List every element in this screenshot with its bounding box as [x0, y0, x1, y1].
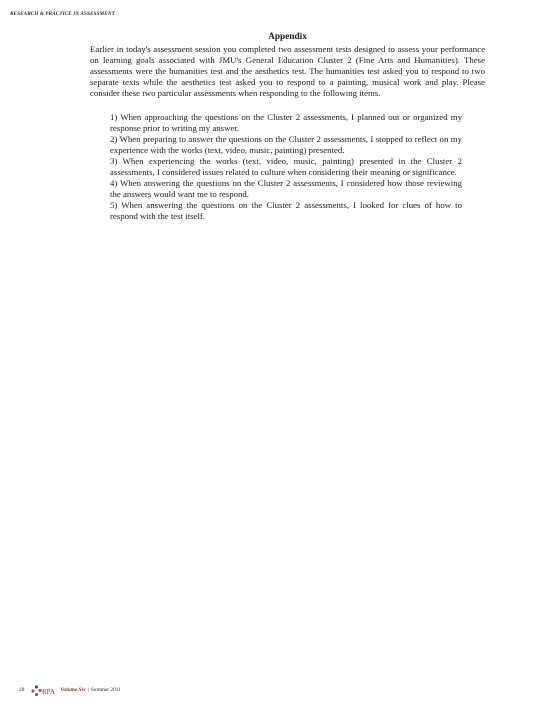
logo-dot: [32, 689, 35, 692]
rpa-logo: [30, 682, 56, 698]
page-number: 28: [19, 687, 25, 693]
logo-text: RPA: [42, 688, 56, 696]
appendix-intro: Earlier in today's assessment session you completed two assessment tests designed to assess your performance on learning goals associated with JMU's General Education Cluster 2 (Fine Arts and Humanities). These assessments were the humanities test and the aesthetics test. The humanities test asked you to respond to two separate texts while the aesthetics test asked you to respond to a painting, musical work and play. Please consider these two particular assessments when responding to the following items.: [90, 44, 485, 98]
survey-item: 1) When approaching the questions on the Cluster 2 assessments, I planned out or organized my response prior to writing my answer.: [110, 112, 462, 133]
survey-item: 5) When answering the questions on the Cluster 2 assessments, I looked for clues of how to respond with the test itself.: [110, 200, 462, 221]
footer-journal: Volume Six: [60, 687, 86, 693]
appendix-section: [90, 32, 485, 222]
footer-separator: |: [87, 687, 89, 693]
logo-dot: [35, 685, 38, 688]
footer-issue: Summer 2011: [90, 687, 121, 693]
running-head: RESEARCH & PRACTICE IN ASSESSMENT: [10, 11, 115, 17]
survey-items: [110, 112, 462, 222]
survey-item: 3) When experiencing the works (text, video, music, painting) presented in the Cluster 2 assessments, I considered issues related to culture when considering their meaning or significance.: [110, 156, 462, 177]
page-footer: [19, 681, 121, 699]
logo-dot: [35, 693, 38, 696]
survey-item: 2) When preparing to answer the questions on the Cluster 2 assessments, I stopped to reflect on my experience with the works (text, video, music, painting) presented.: [110, 134, 462, 155]
appendix-heading: Appendix: [268, 32, 307, 42]
survey-item: 4) When answering the questions on the Cluster 2 assessments, I considered how those reviewing the answers would want me to respond.: [110, 178, 462, 199]
